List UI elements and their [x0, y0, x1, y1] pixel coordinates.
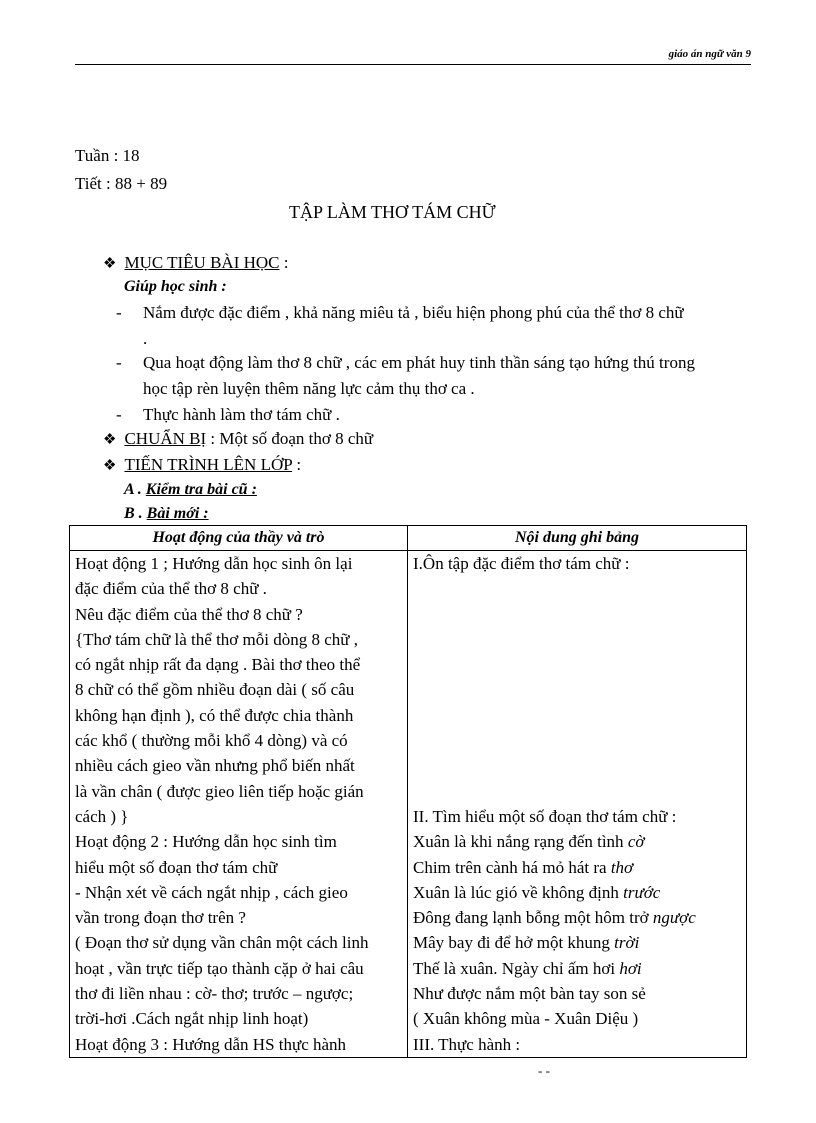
activity-line: hiểu một số đoạn thơ tám chữ	[75, 857, 278, 877]
activity-line: {Thơ tám chữ là thể thơ mỗi dòng 8 chữ ,	[75, 629, 358, 649]
poem-rhyme-word: ngược	[652, 908, 696, 928]
poem-line	[413, 930, 741, 955]
activities-cell	[70, 551, 408, 1058]
activity-line: không hạn định ), có thể được chia thành	[75, 705, 354, 725]
poem-line-text: Mây bay đi để hở một khung	[413, 933, 615, 953]
activities-text	[75, 551, 402, 1057]
poem-line	[413, 981, 741, 1006]
process-b-label: Bài mới :	[146, 505, 209, 522]
activity-line: có ngắt nhịp rất đa dạng . Bài thơ theo thể	[75, 655, 361, 675]
poem-line-text: Xuân là khi nắng rạng đến tình	[413, 832, 628, 852]
activity-line: Hoạt động 1 ; Hướng dẫn học sinh ôn lại	[75, 554, 353, 573]
objectives-title: MỤC TIÊU BÀI HỌC	[124, 253, 280, 272]
section-1-heading: I.Ôn tập đặc điểm thơ tám chữ :	[413, 554, 630, 573]
activity-line: Nêu đặc điểm của thể thơ 8 chữ ?	[75, 604, 303, 624]
diamond-bullet-icon: ❖	[103, 256, 117, 272]
activity-line: là vần chân ( được gieo liên tiếp hoặc gián	[75, 781, 364, 801]
table-header-activities: Hoạt động của thầy và trò	[70, 526, 408, 551]
activity-line: thơ đi liền nhau : cờ- thơ; trước – ngược;	[75, 984, 354, 1004]
page-footer-marker: - -	[538, 1063, 550, 1078]
objective-item-2-line-1: Qua hoạt động làm thơ 8 chữ , các em phát huy tinh thần sáng tạo hứng thú trong	[143, 353, 695, 372]
poem	[413, 829, 741, 1006]
dash-bullet: -	[116, 303, 122, 322]
poem-rhyme-word: trước	[623, 882, 661, 902]
activity-line: nhiều cách gieo vần nhưng phổ biến nhất	[75, 756, 355, 776]
process-a-prefix: A .	[124, 481, 146, 498]
objective-item-2-line-2: học tập rèn luyện thêm năng lực cảm thụ thơ ca .	[143, 379, 475, 398]
preparation-title: CHUẨN BỊ	[124, 429, 207, 448]
board-content-cell	[408, 551, 747, 1058]
process-b-prefix: B .	[124, 505, 147, 522]
activity-line: Hoạt động 3 : Hướng dẫn HS thực hành	[75, 1034, 347, 1054]
week-label: Tuần : 18	[75, 146, 140, 165]
poem-rhyme-word: thơ	[610, 857, 634, 877]
activity-line: hoạt , vần trực tiếp tạo thành cặp ở hai câu	[75, 958, 364, 978]
lesson-title: TẬP LÀM THƠ TÁM CHỮ	[289, 202, 496, 222]
poem-rhyme-word: cờ	[627, 832, 645, 852]
poem-line-text: Thế là xuân. Ngày chỉ ấm hơi	[413, 958, 620, 978]
blank-space	[413, 576, 741, 804]
poem-line	[413, 956, 741, 981]
diamond-bullet-icon: ❖	[103, 458, 117, 474]
objectives-heading	[103, 251, 289, 276]
process-item-b	[124, 502, 209, 526]
activity-line: cách ) }	[75, 806, 129, 826]
poem-line-text: Xuân là lúc gió về không định	[413, 882, 624, 902]
poem-rhyme-word: trời	[614, 933, 640, 953]
process-a-label: Kiểm tra bài cũ :	[145, 481, 257, 498]
header-rule	[75, 64, 751, 65]
objective-item-3: Thực hành làm thơ tám chữ .	[143, 405, 340, 424]
page-header: giáo án ngữ văn 9	[668, 48, 751, 60]
activity-line: đặc điểm của thể thơ 8 chữ .	[75, 579, 267, 599]
objectives-colon: :	[279, 253, 289, 272]
period-label: Tiết : 88 + 89	[75, 174, 168, 193]
activity-line: Hoạt động 2 : Hướng dẫn học sinh tìm	[75, 832, 337, 852]
poem-line	[413, 905, 741, 930]
activity-line: - Nhận xét về cách ngắt nhịp , cách gieo	[75, 882, 348, 902]
activity-line: ( Đoạn thơ sử dụng vần chân một cách linh	[75, 933, 369, 953]
objective-item-1-line-2: .	[143, 329, 148, 348]
poem-rhyme-word: hơi	[619, 958, 642, 978]
activity-line: trời-hơi .Cách ngắt nhịp linh hoạt)	[75, 1009, 309, 1029]
activity-line: 8 chữ có thể gồm nhiều đoạn dài ( số câu	[75, 680, 355, 700]
poem-line	[413, 829, 741, 854]
section-2-heading: II. Tìm hiểu một số đoạn thơ tám chữ :	[413, 806, 677, 826]
dash-bullet: -	[116, 353, 122, 372]
poem-source: ( Xuân không mùa - Xuân Diệu )	[413, 1009, 639, 1029]
process-heading	[103, 453, 301, 478]
process-title: TIẾN TRÌNH LÊN LỚP	[124, 455, 293, 474]
poem-line-text: Đông đang lạnh bỗng một hôm trở	[413, 908, 653, 928]
process-colon: :	[292, 455, 302, 474]
poem-line-text: Như được nắm một bàn tay son sẻ	[413, 984, 646, 1004]
objectives-subheading: Giúp học sinh :	[124, 278, 227, 295]
preparation-heading	[103, 427, 373, 452]
objective-item-1-line-1: Nắm được đặc điểm , khả năng miêu tả , biểu hiện phong phú của thể thơ 8 chữ	[143, 303, 684, 322]
lesson-table	[69, 525, 747, 1058]
preparation-text: : Một số đoạn thơ 8 chữ	[206, 429, 374, 448]
activity-line: các khổ ( thường mỗi khổ 4 dòng) và có	[75, 731, 348, 751]
poem-line-text: Chim trên cành há mỏ hát ra	[413, 857, 611, 877]
poem-line	[413, 855, 741, 880]
process-item-a	[124, 478, 257, 502]
table-header-board-content: Nội dung ghi bảng	[408, 526, 747, 551]
section-3-heading: III. Thực hành :	[413, 1034, 521, 1054]
activity-line: vần trong đoạn thơ trên ?	[75, 908, 246, 928]
dash-bullet: -	[116, 405, 122, 424]
diamond-bullet-icon: ❖	[103, 432, 117, 448]
poem-line	[413, 880, 741, 905]
